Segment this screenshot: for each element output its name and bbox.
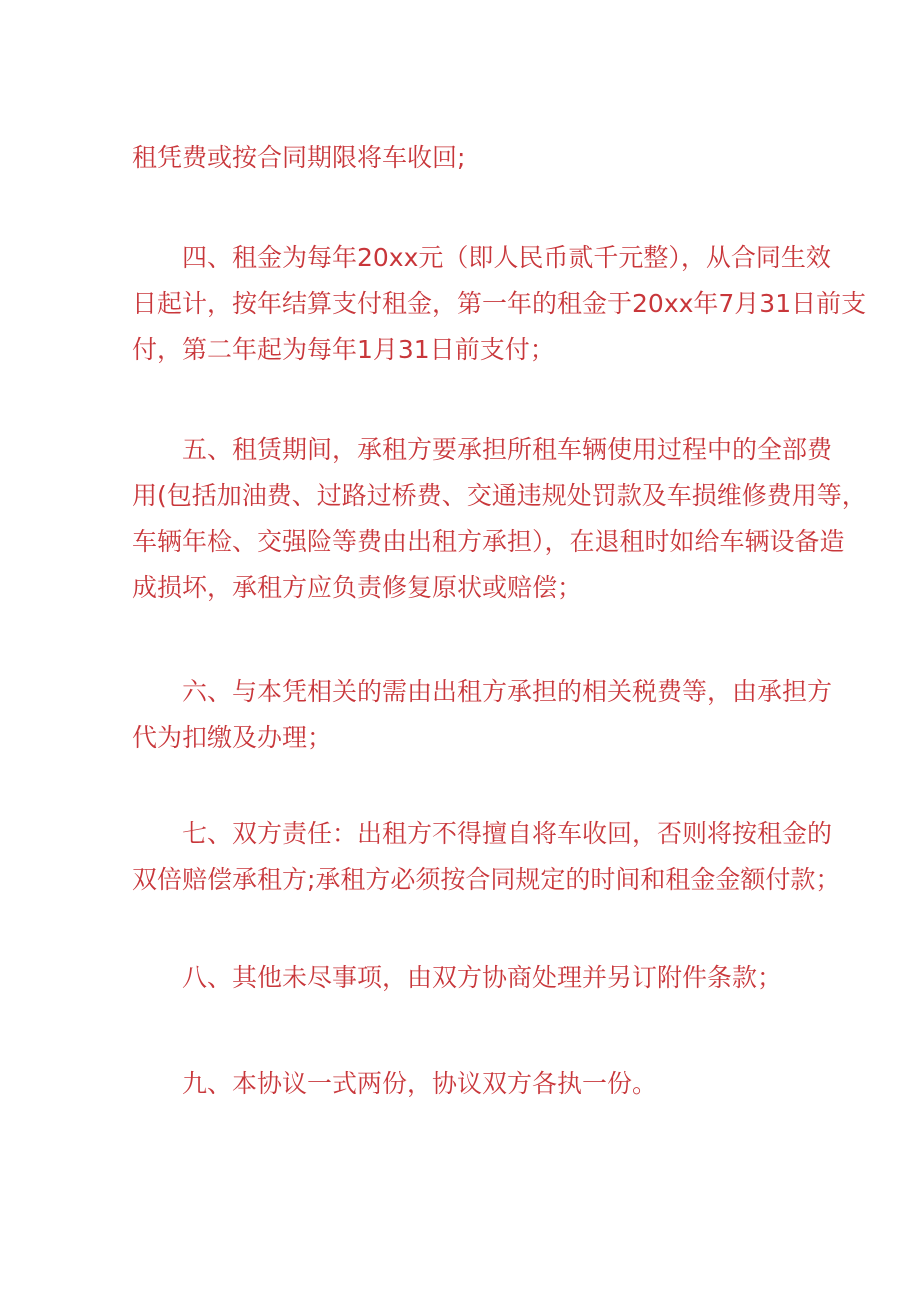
- text-line: 双倍赔偿承租方;承租方必须按合同规定的时间和租金金额付款；: [132, 865, 841, 894]
- paragraph-clause-5: [132, 427, 867, 611]
- text-line: 用(包括加油费、过路过桥费、交通违规处罚款及车损维修费用等，: [132, 481, 867, 510]
- text-line: 八、其他未尽事项，由双方协商处理并另订附件条款；: [182, 963, 783, 992]
- text-line: 车辆年检、交强险等费由出租方承担），在退租时如给车辆设备造: [132, 527, 845, 556]
- text-line: 六、与本凭相关的需由出租方承担的相关税费等，由承担方: [182, 677, 833, 706]
- text-line: 五、租赁期间，承租方要承担所租车辆使用过程中的全部费: [182, 435, 833, 464]
- paragraph-clause-6: [132, 669, 833, 761]
- text-line: 成损坏，承租方应负责修复原状或赔偿；: [132, 573, 583, 602]
- text-line: 代为扣缴及办理；: [132, 723, 333, 752]
- text-line: 九、本协议一式两份，协议双方各执一份。: [182, 1069, 658, 1098]
- text-line: 付，第二年起为每年1月31日前支付；: [132, 335, 555, 364]
- paragraph-clause-3-continued: [132, 135, 792, 181]
- text-line: 四、租金为每年20xx元（即人民币贰千元整），从合同生效: [182, 243, 831, 272]
- paragraph-clause-8: [132, 955, 792, 1001]
- paragraph-clause-7: [132, 811, 841, 903]
- paragraph-clause-4: [132, 235, 867, 373]
- text-line: 租凭费或按合同期限将车收回;: [132, 143, 466, 172]
- paragraph-clause-9: [132, 1061, 792, 1107]
- text-line: 七、双方责任：出租方不得擅自将车收回，否则将按租金的: [182, 819, 833, 848]
- text-line: 日起计，按年结算支付租金，第一年的租金于20xx年7月31日前支: [132, 289, 867, 318]
